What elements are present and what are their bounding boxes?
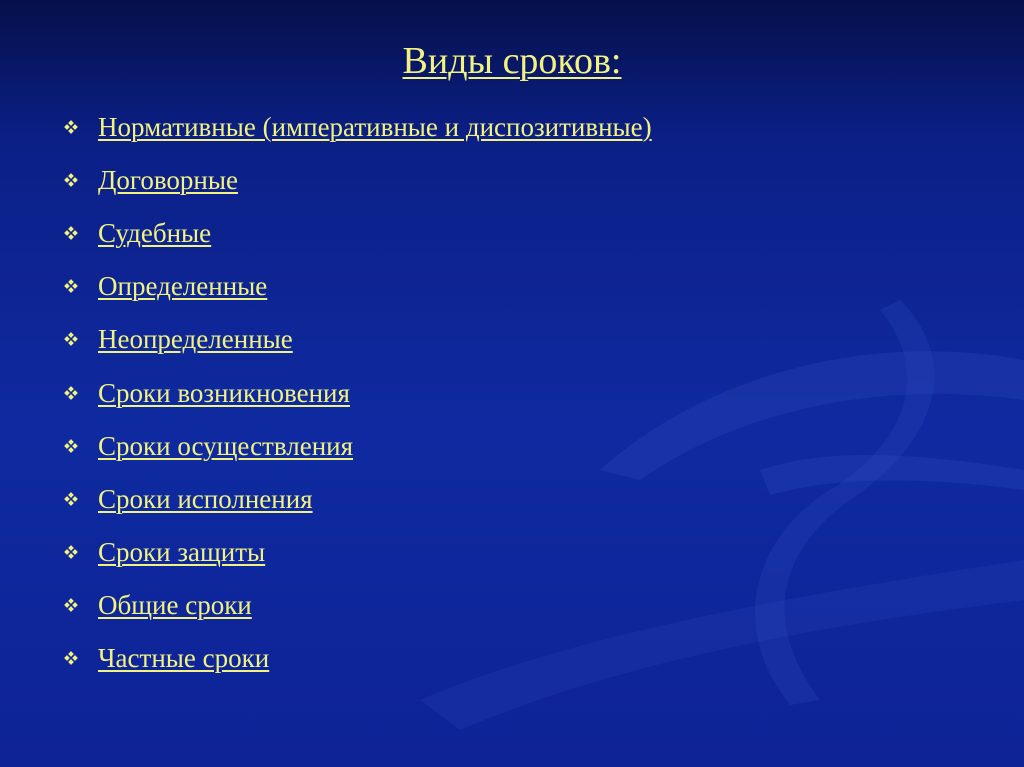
diamond-bullet-icon [64, 120, 78, 134]
list-item-link[interactable]: Договорные [98, 164, 238, 195]
list-item [60, 579, 652, 632]
diamond-bullet-icon [64, 173, 78, 187]
list-item-link[interactable]: Общие сроки [98, 590, 252, 621]
terms-list [60, 100, 652, 685]
list-item-link[interactable]: Судебные [98, 217, 212, 248]
diamond-bullet-icon [64, 386, 78, 400]
list-item [60, 526, 652, 579]
list-item-link[interactable]: Нормативные (императивные и диспозитивные) [98, 111, 652, 142]
diamond-bullet-icon [64, 545, 78, 559]
slide-title: Виды сроков: [402, 40, 622, 82]
diamond-bullet-icon [64, 492, 78, 506]
list-item [60, 100, 652, 153]
list-item-link[interactable]: Сроки осуществления [98, 430, 354, 461]
list-item-link[interactable]: Частные сроки [98, 643, 270, 674]
list-item-link[interactable]: Сроки возникновения [98, 377, 350, 408]
list-item [60, 153, 652, 206]
diamond-bullet-icon [64, 226, 78, 240]
diamond-bullet-icon [64, 332, 78, 346]
list-item-link[interactable]: Сроки исполнения [98, 483, 313, 514]
diamond-bullet-icon [64, 598, 78, 612]
list-item [60, 632, 652, 685]
list-item-link[interactable]: Определенные [98, 271, 268, 302]
list-item [60, 206, 652, 259]
list-item [60, 313, 652, 366]
list-item-link[interactable]: Неопределенные [98, 324, 293, 355]
list-item [60, 366, 652, 419]
diamond-bullet-icon [64, 651, 78, 665]
diamond-bullet-icon [64, 279, 78, 293]
diamond-bullet-icon [64, 439, 78, 453]
list-item [60, 419, 652, 472]
list-item-link[interactable]: Сроки защиты [98, 537, 266, 568]
list-item [60, 472, 652, 525]
list-item [60, 260, 652, 313]
